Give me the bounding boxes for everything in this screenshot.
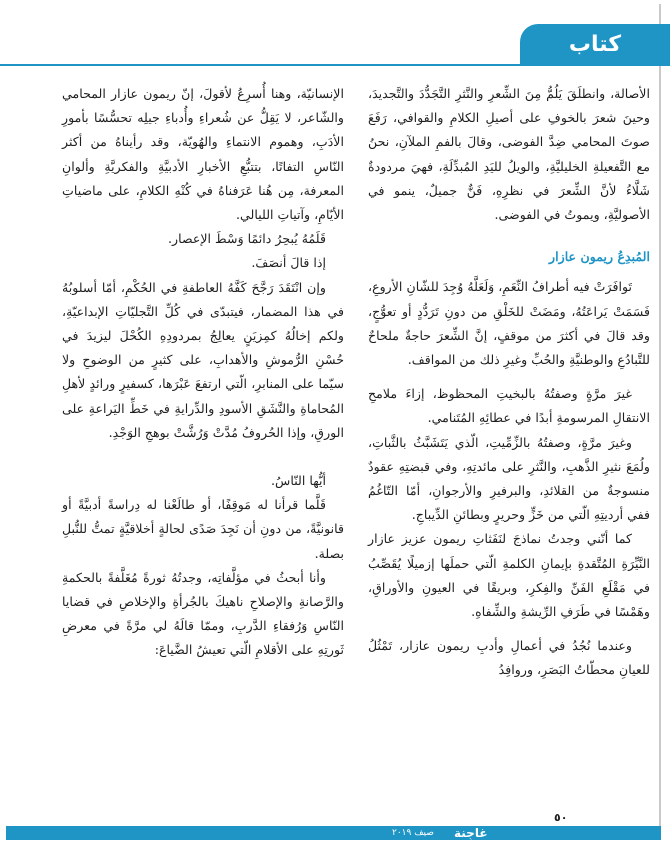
page-number: ٥٠ [554, 811, 568, 824]
paragraph: وعندما نُجُدُ في أعمالِ وأدبِ ريمون عازار، تَمْثُلُ للعيانِ محطّاتُ البَصَرِ، وروافِدُ [368, 638, 650, 678]
footer-bar [6, 826, 661, 840]
paragraph: غيرَ مرَّةٍ وصفتُهُ بالبخيتِ المحظوظ، إزاءَ ملامحِ الانتقالِ المرسومةِ أبدًا في عطائِهِ المُتَنامي. [368, 386, 650, 426]
paragraph-gap [62, 445, 344, 469]
issue-label: صيف ٢٠١٩ [392, 828, 434, 838]
address-line: أيُّها النّاسُ. [271, 473, 326, 489]
section-subheading: المُبدِعُ ريمون عازار [549, 249, 650, 265]
paragraph-gap [368, 227, 650, 237]
paragraph-continuation: الإنسانيّة، وهنا أُسرِعُ لأقولَ، إنّ ريمون عازار المحامي والشّاعر، لا يَقِلُّ عن شُعراءِ وأُدباءِ جيلِه تحسُّسًا بأمورِ الأدَبِ، وهموم الانتماءِ والهُويّة، وقد رأيناهُ من أكثر النّاسِ التفاتًا، بتتبُّعِ الأخبارِ الأدبيَّةِ والفكريَّةِ وألوانِ المعرفة، مِن هُنا عَرَفناهُ في كُنْهِ الكلامِ، على ماضياتِ الأيّامِ، وآتياتِ الليالي. [62, 86, 344, 223]
magazine-logo: غاجِنة [454, 826, 488, 840]
section-title-rule [0, 64, 520, 66]
paragraph: وغيرَ مرَّةٍ، وصفتُهُ بالزِّمِّيتِ، الّذي يَتَشَبَّثُ بالثَّباتِ، ولُمَعَ نثيرِ الذَّهبِ، والنَّثرِ على مائدتِهِ، وفي قبضتِهِ عقودٌ منسوجةٌ من القلائدِ، والبرفيرِ والأرجوانِ، أمّا التّاغُمُ ففي أرديتِهِ الّتي من خَزٍّ وحريرٍ وبطائنِ الدِّيباجِ. [368, 434, 650, 523]
paragraph: تَوافَرَتْ فيه أطرافُ النِّعَمِ، وَلَعَلَّهُ وُجِدَ للشّانِ الأروعِ، فَسَمَتْ يَراعَتُهُ، ومَضَتْ للخَلْقِ من دونِ تَرَدُّدٍ أو تعوُّجٍ، وقد قالَ في أكثرَ من موقفٍ، إنَّ الشِّعرَ حاجةٌ ملحاحٌ للتَّبادُعِ والوطنيَّةِ والحُبِّ وغيرِ ذلك من المواقف. [368, 279, 650, 368]
paragraph-gap [368, 372, 650, 382]
paragraph: قَلَّما قرأنا له مَوقِفًا، أو طالَعْنا له دِراسةً أدبيَّةً أو قانونيَّةً، من دونِ أن نَجِدَ صَدًى لحالةٍ أخلاقيَّةٍ تمتُّ للنُّبلِ بصلة. [62, 497, 344, 561]
article-column-right [368, 82, 650, 683]
paragraph-gap [368, 624, 650, 634]
section-title-tab: كتاب [520, 24, 670, 66]
paragraph: كما أنّني وجدتُ نماذجَ لنَفَثاتِ ريمون عزيز عازار النَّيِّرَةِ المُتَّقدةِ بإيمانِ الكلمةِ الّتي حملَها إزميلًا يُقَصِّبُ في مَقْلَعِ الفَنِّ والفِكرِ، وبريقًا في العيونِ والأوراقِ، وهَمْسًا في طَرَفِ الرِّيشةِ والشِّفاهِ. [368, 531, 650, 620]
quote-line: قَلَمُهُ يُبحِرُ دائمًا وَسْطَ الإعصار. [168, 231, 326, 247]
paragraph: وإن انْتَقَدَ رَجَّحَ كَفَّهُ العاطفةِ في الحُكْمِ، أمّا أسلوبُهُ في هذا المضمار، فيتبدّى في كُلِّ التَّجليّاتِ الإبداعيّةِ، ولكم إخالُهُ كمِزيَنٍ يعالِجُ بمردودِهِ الكُحْلَ ليزيدَ في حُسْنِ الرُّموشِ والأهدابِ، على كثيرٍ من الوضوحِ ولا سيّما على المنابرِ، الّتي ارتفعَ عَبْرَها، كسفيرٍ ورائدٍ لأهلِ المُحاماةِ والنَّشَقِ الأسودِ والدِّرايةِ في خَطِّ اليَراعةِ على الورقِ، وإذا الحُروفُ مُدَّتْ وَرُشَّتْ بوهجِ الوَجْدِ. [62, 279, 344, 440]
paragraph-continuation: الأصالة، وانطلَقَ يَلُمُّ مِنَ الشِّعرِ والنَّثرِ التَّجَدُّدَ والتَّجديدَ، وحينَ شعرَ بالخوفِ على أصيلِ الكلامِ والقوافي، رَفَعَ صوتَ المحامي ضِدَّ الفوضى، وقالَ بالفمِ الملآنِ، نحنُ مع التَّفعيلةِ الخليليَّةِ، والويلُ لليَدِ المُبدِّلَةِ، فهيَ مردودةٌ شَلَّاءُ لأنَّ الشِّعرَ في نظرِهِ، فَنٌّ جميلٌ، ينمو في الأصوليَّةِ، ويموتُ في الفوضى. [368, 86, 650, 223]
article-column-left [62, 82, 344, 663]
paragraph: وأنا أبحثُ في مؤلَّفاتِه، وجدتُهُ ثورةً مُغَلَّفةً بالحكمةِ والرَّصانةِ والإصلاحِ ناهيكَ بالجُرأةِ والإخلاصِ في قضايا النّاسِ وَرُفقاءِ الدَّربِ، وممّا قالَهُ لي مرَّةً في معرضِ ثَورتِهِ على الأقلامِ الّتي تعيشُ الضَّياعَ: [62, 569, 344, 658]
quote-line: إذا قالَ أنصَفَ. [251, 255, 326, 271]
